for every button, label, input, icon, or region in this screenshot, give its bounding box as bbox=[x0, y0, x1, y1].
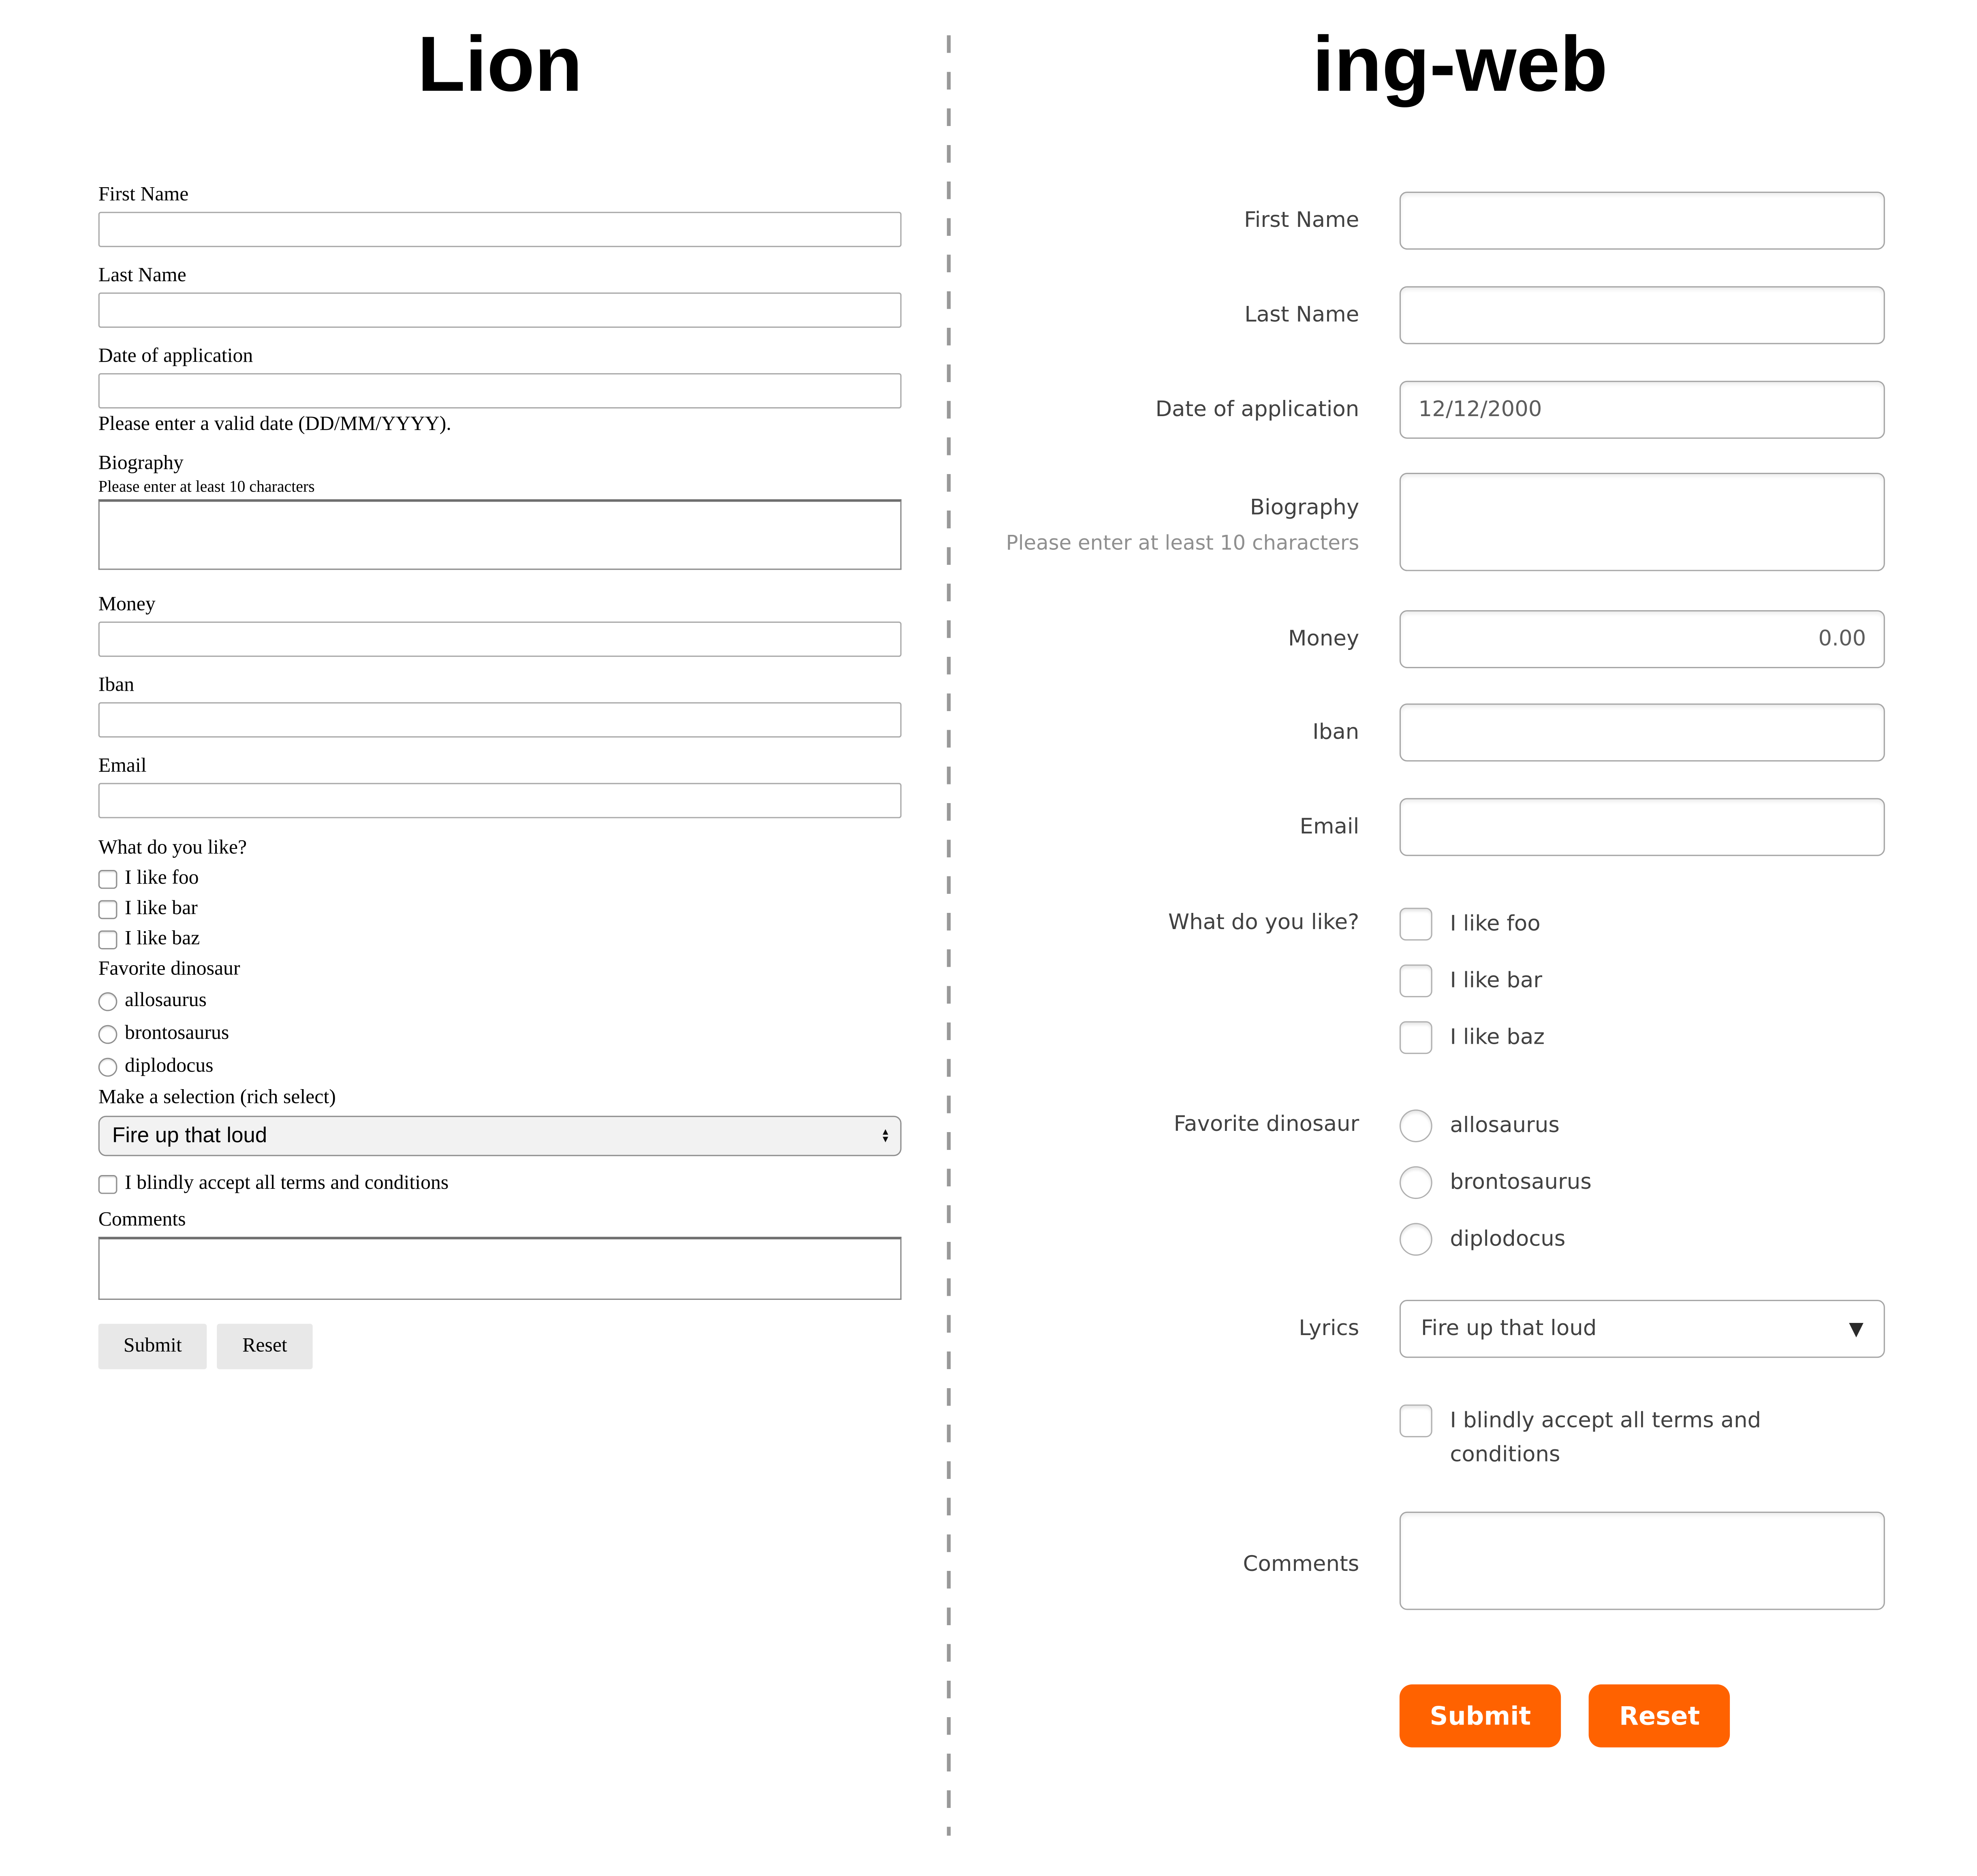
spinner-down-icon: ▼ bbox=[881, 1133, 890, 1145]
like-baz-option[interactable] bbox=[1400, 1021, 1885, 1054]
iban-input[interactable] bbox=[1400, 704, 1885, 762]
lion-buttons bbox=[98, 1324, 902, 1370]
terms-label: I blindly accept all terms and conditions bbox=[125, 1173, 449, 1194]
lyrics-select[interactable] bbox=[1400, 1300, 1885, 1358]
first-name-label: First Name bbox=[98, 184, 189, 206]
terms-option[interactable] bbox=[1400, 1405, 1885, 1473]
first-name-field bbox=[98, 182, 902, 248]
like-foo-label: I like foo bbox=[1450, 912, 1541, 937]
iban-field bbox=[98, 672, 902, 738]
comments-textarea[interactable] bbox=[98, 1237, 902, 1300]
comments-label: Comments bbox=[98, 1209, 186, 1231]
like-bar-option[interactable] bbox=[98, 894, 902, 925]
checkbox[interactable] bbox=[1400, 1405, 1432, 1438]
radio-button[interactable] bbox=[1400, 1110, 1432, 1143]
checkbox[interactable] bbox=[1400, 908, 1432, 941]
biography-textarea[interactable] bbox=[1400, 473, 1885, 571]
checkbox[interactable] bbox=[1400, 965, 1432, 998]
diplodocus-label: diplodocus bbox=[1450, 1227, 1566, 1252]
lyrics-label: Lyrics bbox=[1299, 1316, 1359, 1342]
ing-web-panel bbox=[956, 23, 1964, 1748]
date-input[interactable] bbox=[98, 374, 902, 409]
terms-group bbox=[956, 1405, 1964, 1473]
checkbox[interactable] bbox=[98, 900, 118, 919]
like-foo-label: I like foo bbox=[125, 867, 199, 889]
reset-button[interactable]: Reset bbox=[217, 1324, 312, 1370]
biography-field bbox=[956, 473, 1964, 577]
comments-label: Comments bbox=[1243, 1551, 1359, 1577]
like-bar-label: I like bar bbox=[1450, 968, 1543, 994]
checkbox[interactable] bbox=[98, 1175, 118, 1194]
reset-button[interactable]: Reset bbox=[1589, 1685, 1730, 1748]
date-input[interactable] bbox=[1400, 381, 1885, 439]
money-field bbox=[956, 611, 1964, 669]
submit-button[interactable]: Submit bbox=[98, 1324, 207, 1370]
brontosaurus-option[interactable] bbox=[1400, 1167, 1885, 1199]
brontosaurus-option[interactable] bbox=[98, 1018, 902, 1051]
date-field bbox=[956, 381, 1964, 439]
rich-select-group bbox=[98, 1083, 902, 1156]
radio-button[interactable] bbox=[98, 992, 118, 1011]
money-field bbox=[98, 592, 902, 657]
biography-field bbox=[98, 450, 902, 576]
radio-button[interactable] bbox=[1400, 1223, 1432, 1256]
email-input[interactable] bbox=[1400, 798, 1885, 856]
date-label: Date of application bbox=[98, 346, 253, 368]
last-name-field bbox=[956, 286, 1964, 344]
ing-web-title: ing-web bbox=[1312, 21, 1608, 109]
email-field bbox=[956, 798, 1964, 856]
first-name-label: First Name bbox=[1244, 208, 1359, 234]
like-foo-option[interactable] bbox=[1400, 908, 1885, 941]
radio-button[interactable] bbox=[98, 1058, 118, 1077]
terms-option[interactable] bbox=[98, 1169, 902, 1199]
comments-field bbox=[98, 1207, 902, 1306]
iban-label: Iban bbox=[98, 675, 135, 697]
lyrics-select-value: Fire up that loud bbox=[1421, 1316, 1597, 1342]
lion-title: Lion bbox=[417, 21, 583, 109]
last-name-label: Last Name bbox=[98, 265, 186, 286]
last-name-input[interactable] bbox=[1400, 286, 1885, 344]
brontosaurus-label: brontosaurus bbox=[1450, 1170, 1592, 1196]
biography-label: Biography bbox=[1250, 495, 1359, 521]
radio-button[interactable] bbox=[98, 1025, 118, 1044]
likes-group bbox=[956, 908, 1964, 1054]
like-foo-option[interactable] bbox=[98, 864, 902, 894]
like-baz-label: I like baz bbox=[125, 928, 200, 950]
dinosaur-label: Favorite dinosaur bbox=[1173, 1112, 1359, 1138]
date-helper-text: Please enter a valid date (DD/MM/YYYY). bbox=[98, 414, 451, 436]
like-baz-option[interactable] bbox=[98, 924, 902, 955]
allosaurus-option[interactable] bbox=[98, 985, 902, 1018]
like-bar-label: I like bar bbox=[125, 898, 198, 919]
iban-label: Iban bbox=[1312, 720, 1359, 746]
iban-input[interactable] bbox=[98, 703, 902, 738]
likes-question-label: What do you like? bbox=[98, 837, 247, 859]
diplodocus-option[interactable] bbox=[1400, 1223, 1885, 1256]
allosaurus-label: allosaurus bbox=[125, 990, 207, 1012]
comments-textarea[interactable] bbox=[1400, 1512, 1885, 1610]
spinner-up-icon: ▲ bbox=[881, 1125, 890, 1137]
biography-textarea[interactable] bbox=[98, 500, 902, 570]
like-baz-label: I like baz bbox=[1450, 1025, 1545, 1051]
comments-field bbox=[956, 1512, 1964, 1616]
date-field bbox=[98, 343, 902, 409]
terms-label: I blindly accept all terms and conditions bbox=[1450, 1408, 1761, 1468]
money-label: Money bbox=[98, 594, 156, 616]
dropdown-arrow-icon: ▼ bbox=[1849, 1317, 1864, 1340]
select-spinner-icon bbox=[881, 1125, 890, 1145]
rich-select-value: Fire up that loud bbox=[112, 1124, 267, 1148]
likes-question-label: What do you like? bbox=[1168, 910, 1359, 936]
dinosaur-label: Favorite dinosaur bbox=[98, 958, 240, 980]
rich-select-label: Make a selection (rich select) bbox=[98, 1087, 336, 1109]
checkbox[interactable] bbox=[98, 870, 118, 889]
first-name-input[interactable] bbox=[98, 212, 902, 247]
last-name-input[interactable] bbox=[98, 293, 902, 328]
likes-group bbox=[98, 833, 902, 955]
biography-helper-text: Please enter at least 10 characters bbox=[98, 478, 315, 496]
money-input[interactable] bbox=[98, 622, 902, 657]
checkbox[interactable] bbox=[98, 930, 118, 949]
rich-select[interactable] bbox=[98, 1116, 902, 1156]
allosaurus-option[interactable] bbox=[1400, 1110, 1885, 1143]
email-label: Email bbox=[98, 755, 147, 777]
money-input[interactable] bbox=[1400, 611, 1885, 669]
money-label: Money bbox=[1288, 627, 1359, 652]
last-name-label: Last Name bbox=[1244, 303, 1359, 328]
brontosaurus-label: brontosaurus bbox=[125, 1023, 229, 1044]
email-input[interactable] bbox=[98, 783, 902, 818]
last-name-field bbox=[98, 263, 902, 328]
email-field bbox=[98, 753, 902, 818]
dinosaur-group bbox=[956, 1110, 1964, 1256]
lion-panel bbox=[98, 23, 902, 1370]
allosaurus-label: allosaurus bbox=[1450, 1113, 1560, 1139]
date-label: Date of application bbox=[1155, 397, 1359, 423]
submit-button[interactable]: Submit bbox=[1400, 1685, 1561, 1748]
biography-label: Biography bbox=[98, 453, 184, 474]
diplodocus-option[interactable] bbox=[98, 1051, 902, 1083]
dinosaur-group bbox=[98, 955, 902, 1083]
first-name-input[interactable] bbox=[1400, 192, 1885, 250]
email-label: Email bbox=[1299, 814, 1359, 840]
biography-helper-text: Please enter at least 10 characters bbox=[1006, 530, 1359, 555]
lyrics-field bbox=[956, 1300, 1964, 1358]
checkbox[interactable] bbox=[1400, 1021, 1432, 1054]
iban-field bbox=[956, 704, 1964, 762]
first-name-field bbox=[956, 192, 1964, 250]
ing-web-buttons bbox=[1400, 1685, 1964, 1748]
radio-button[interactable] bbox=[1400, 1167, 1432, 1199]
diplodocus-label: diplodocus bbox=[125, 1055, 214, 1077]
like-bar-option[interactable] bbox=[1400, 965, 1885, 998]
vertical-dashed-divider bbox=[947, 35, 951, 1835]
